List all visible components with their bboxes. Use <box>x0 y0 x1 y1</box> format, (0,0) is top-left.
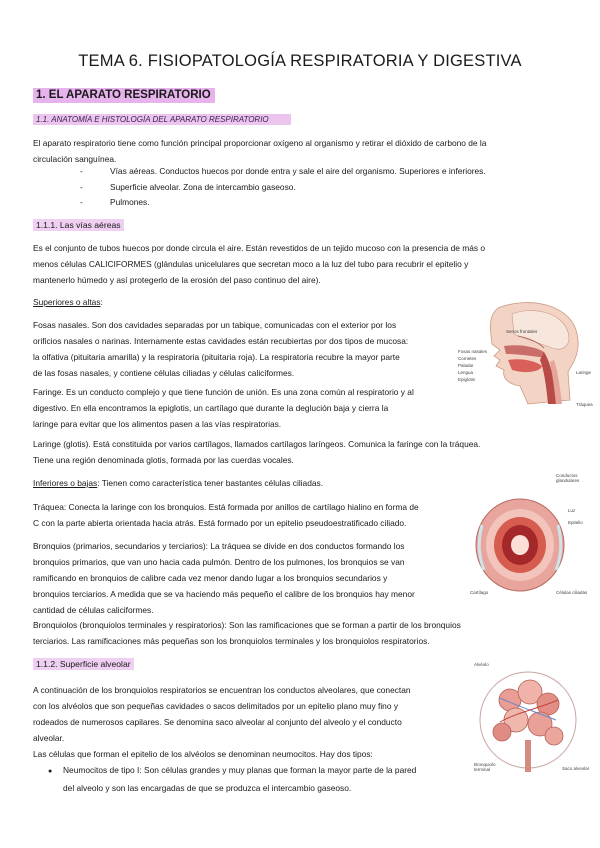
list-item: - Superficie alveolar. Zona de intercambio gaseoso. <box>80 181 296 192</box>
text-line: Laringe (glotis). Está constituida por varios cartílagos, llamados cartílagos laríngeos. Comunica la faringe con la tráquea. <box>33 439 481 449</box>
vias-paragraph <box>33 240 485 288</box>
text-line: mantenerlo húmedo y así protegerlo de la erosión del paso continuo del aire). <box>33 275 321 285</box>
text-line: ● Neumocitos de tipo I: Son células grandes y muy planas que forman la mayor parte de la pared <box>48 762 416 780</box>
text-line: Fosas nasales. Son dos cavidades separadas por un tabique, comunicadas con el exterior por los <box>33 320 397 330</box>
inferiores-heading <box>33 475 323 491</box>
text-line: bronquios primarios, que van uno hacia cada pulmón. Dentro de los pulmones, los bronquios se van <box>33 557 405 567</box>
figure-label: Paladar <box>458 363 474 368</box>
traquea-paragraph <box>33 499 419 531</box>
text-line: alveolar. <box>33 733 65 743</box>
figure-label: Lengua <box>458 370 474 375</box>
alveoli-figure <box>470 660 592 780</box>
text-line: orificios nasales o narinas. Internamente estas cavidades están recubiertas por dos tipos de mucosa: <box>33 336 409 346</box>
text-line: rodeados de numerosos capilares. Se denomina saco alveolar al conjunto del alveolo y el conducto <box>33 717 402 727</box>
bronquiolos-paragraph <box>33 617 461 649</box>
text-line: Bronquios (primarios, secundarios y terciarios): La tráquea se divide en dos conductos formando los <box>33 541 405 551</box>
figure-label: Células ciliadas <box>556 590 588 595</box>
superiores-heading <box>33 294 103 310</box>
inferiores-desc: : Tienen como característica tener bastantes células ciliadas. <box>97 478 324 488</box>
figure-label: Fosas nasales <box>458 349 488 354</box>
trachea-section-figure <box>470 470 592 610</box>
figure-label: Cartílago <box>470 590 489 595</box>
figure-label: Conductos glandulares <box>556 473 580 483</box>
faringe-paragraph <box>33 384 414 432</box>
page-title: TEMA 6. FISIOPATOLOGÍA RESPIRATORIA Y DIGESTIVA <box>78 52 522 70</box>
subsection-heading-anatomia: 1.1. ANATOMÍA E HISTOLOGÍA DEL APARATO RESPIRATORIO <box>33 114 291 125</box>
figure-label: Senos frontales <box>506 329 538 334</box>
text-line: Bronquiolos (bronquiolos terminales y respiratorios): Son las ramificaciones que se forman a partir de los bronquios <box>33 620 461 630</box>
text-line: ramificando en bronquios de calibre cada vez menor dando lugar a los bronquios secundarios y <box>33 573 388 583</box>
figure-label: Bronquiolo terminal <box>474 762 496 772</box>
figure-label: Cornetes <box>458 356 477 361</box>
text-line: del alveolo y son las encargadas de que se produzca el intercambio gaseoso. <box>63 783 352 793</box>
bronquios-paragraph <box>33 538 415 618</box>
text-line: con los alvéolos que son pequeñas cavidades o sacos delimitados por un epitelio plano muy fino y <box>33 701 399 711</box>
neumocito-tipo1-item <box>48 762 416 796</box>
bullet-icon: ● <box>48 768 53 775</box>
text-line: laringe para evitar que los alimentos pasen a las vías respiratorias. <box>33 419 282 429</box>
text-line: cantidad de células caliciformes. <box>33 605 154 615</box>
figure-label: Epitelio <box>568 520 583 525</box>
figure-label: Laringe <box>576 370 592 375</box>
component-list <box>80 164 486 211</box>
text-line: la olfativa (pituitaria amarilla) y la respiratoria (pituitaria roja). La respiratoria recubre la mayor parte <box>33 352 400 362</box>
intro-paragraph <box>33 135 486 167</box>
section-heading-respiratorio: 1. EL APARATO RESPIRATORIO <box>33 88 215 103</box>
head-anatomy-figure <box>458 300 593 410</box>
text-line: bronquios terciarios. A medida que se va haciendo más pequeño el calibre de los bronquios hay menor <box>33 589 415 599</box>
text-line: Es el conjunto de tubos huecos por donde circula el aire. Están revestidos de un tejido mucoso con la presencia de más o <box>33 243 486 253</box>
fosas-paragraph <box>33 317 408 381</box>
inferiores-label: Inferiores o bajas <box>33 478 98 488</box>
text-line: Tráquea: Conecta la laringe con los bronquios. Está formada por anillos de cartílago hialino en forma de <box>33 502 419 512</box>
trachea-section-illustration <box>470 470 592 610</box>
figure-label: Luz <box>568 508 576 513</box>
text-line: digestivo. En ella encontramos la epiglotis, un cartílago que durante la deglución baja y cierra la <box>33 403 389 413</box>
text-line: menos células CALICIFORMES (glándulas unicelulares que secretan moco a la luz del tubo para recubrir el epitelio y <box>33 259 469 269</box>
alveolar-paragraph <box>33 682 411 746</box>
text-line: Faringe. Es un conducto complejo y que tiene función de unión. Es una zona común al respiratorio y al <box>33 387 414 397</box>
intro-line: circulación sanguínea. <box>33 154 117 164</box>
text-line: A continuación de los bronquiolos respiratorios se encuentran los conductos alveolares, que conectan <box>33 685 411 695</box>
head-anatomy-illustration <box>458 300 593 410</box>
text-line: terciarios. Las ramificaciones más pequeñas son los bronquiolos terminales y los bronquiolos respiratorios. <box>33 636 430 646</box>
neumocitos-intro: Las células que forman el epitelio de los alvéolos se denominan neumocitos. Hay dos tipos: <box>33 749 373 759</box>
figure-label: Tráquea <box>576 402 593 407</box>
list-item: - Vías aéreas. Conductos huecos por donde entra y sale el aire del organismo. Superiores e inferiores. <box>80 166 486 176</box>
superiores-colon: : <box>100 297 103 307</box>
text-line: C con la parte abierta orientada hacia atrás. Está formado por un epitelio pseudoestratificado ciliado. <box>33 518 407 528</box>
text-line: Tiene una región denominada glotis, formada por las cuerdas vocales. <box>33 455 294 465</box>
subsection-heading-superficie: 1.1.2. Superficie alveolar <box>33 658 134 670</box>
figure-label: Saco alveolar <box>562 766 590 771</box>
figure-label: Epiglotis <box>458 377 476 382</box>
superiores-label: Superiores o altas <box>33 297 101 307</box>
figure-label: Alvéolo <box>474 662 489 667</box>
intro-line: El aparato respiratorio tiene como función principal proporcionar oxígeno al organismo y retirar el dióxido de carbono de la <box>33 138 487 148</box>
subsection-heading-vias: 1.1.1. Las vías aéreas <box>33 219 124 231</box>
laringe-paragraph <box>33 436 480 468</box>
text-line: de las fosas nasales, y contiene células ciliadas y células caliciformes. <box>33 368 295 378</box>
list-item: - Pulmones. <box>80 197 150 207</box>
